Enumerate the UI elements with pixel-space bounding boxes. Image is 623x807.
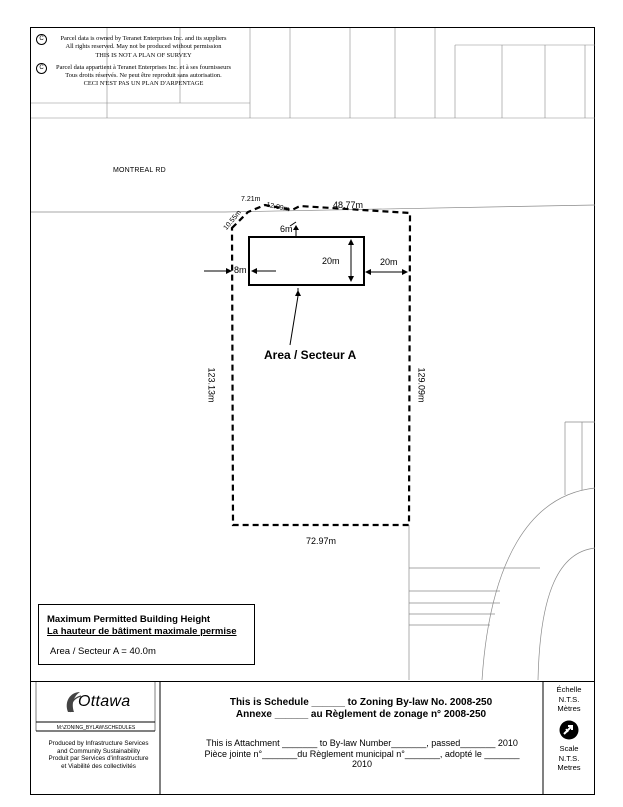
produced-by-line-3: Produit par Services d'infrastructure (48, 755, 149, 763)
copyright-fr-line-2: Tous droits réservés. Ne peut être reproduit sans autorisation. (65, 72, 222, 80)
setback-east: 20m (380, 257, 398, 267)
scale-en-line-2: N.T.S. (558, 753, 580, 763)
scale-fr-line-1: Échelle (556, 685, 582, 694)
attachment-en: This is Attachment _______ to By-law Number_______, passed_______ 2010 (206, 738, 518, 748)
schedule-en: This is Schedule ______ to Zoning By-law No. 2008-250 (229, 697, 493, 708)
copyright-notice (36, 35, 251, 89)
setback-arrows (204, 222, 408, 345)
subject-parcel-outline (232, 205, 410, 525)
produced-by-line-2: and Community Sustainability (57, 747, 140, 755)
setback-front: 6m (280, 224, 293, 234)
ottawa-logo-text: Ottawa (78, 693, 131, 710)
schedule-fr: Annexe ______ au Règlement de zonage n° 2008-250 (235, 709, 487, 720)
dim-top: 48.77m (333, 200, 364, 210)
legend-title-fr: La hauteur de bâtiment maximale permise (47, 626, 237, 637)
area-a-label: Area / Secteur A (264, 348, 357, 362)
height-legend (38, 604, 255, 665)
produced-by (36, 740, 161, 770)
dim-left-side: 123.13m (206, 367, 217, 403)
setback-west: 8m (234, 265, 247, 275)
copyright-en-line-2: All rights reserved. May not be produced without permission (65, 43, 222, 51)
file-reference: M:\ZONING_BYLAW\SCHEDULES (56, 725, 136, 731)
street-label: MONTREAL RD (113, 167, 166, 174)
dim-corner-b: 7.21m (241, 196, 261, 203)
legend-title-en: Maximum Permitted Building Height (47, 614, 211, 625)
produced-by-line-1: Produced by Infrastructure Services (48, 740, 149, 747)
copyright-fr-line-1: Parcel data appartient à Teranet Enterprises Inc. et à ses fournisseurs (56, 63, 231, 71)
legend-entry: Area / Secteur A = 40.0m (50, 646, 156, 657)
copyright-icon-fr: C (36, 63, 47, 74)
setback-depth: 20m (322, 256, 340, 266)
scale-fr-line-3: Mètres (557, 704, 581, 714)
copyright-fr-line-3: CECI N'EST PAS UN PLAN D'ARPENTAGE (83, 80, 204, 88)
curb-lines (409, 422, 595, 680)
copyright-en-line-1: Parcel data is owned by Teranet Enterprises Inc. and its suppliers (60, 35, 227, 42)
dim-corner-c: 12.99m (265, 201, 290, 214)
scale-en-line-1: Scale (559, 744, 579, 753)
scale-fr-line-2: N.T.S. (558, 694, 580, 704)
north-arrow-icon (559, 720, 579, 740)
produced-by-line-4: et Viabilité des collectivités (61, 762, 136, 770)
dim-corner-a: 10.55m (222, 209, 243, 232)
copyright-en-line-3: THIS IS NOT A PLAN OF SURVEY (95, 51, 192, 59)
attachment-fr: Pièce jointe n°_______du Règlement municipal n°_______, adopté le _______ 2010 (204, 749, 520, 769)
dim-right-side: 129.09m (416, 367, 427, 403)
copyright-icon: C (36, 34, 47, 45)
area-a-rectangle (249, 237, 364, 285)
scale-en-line-3: Metres (557, 763, 581, 773)
dim-bottom: 72.97m (306, 536, 337, 546)
